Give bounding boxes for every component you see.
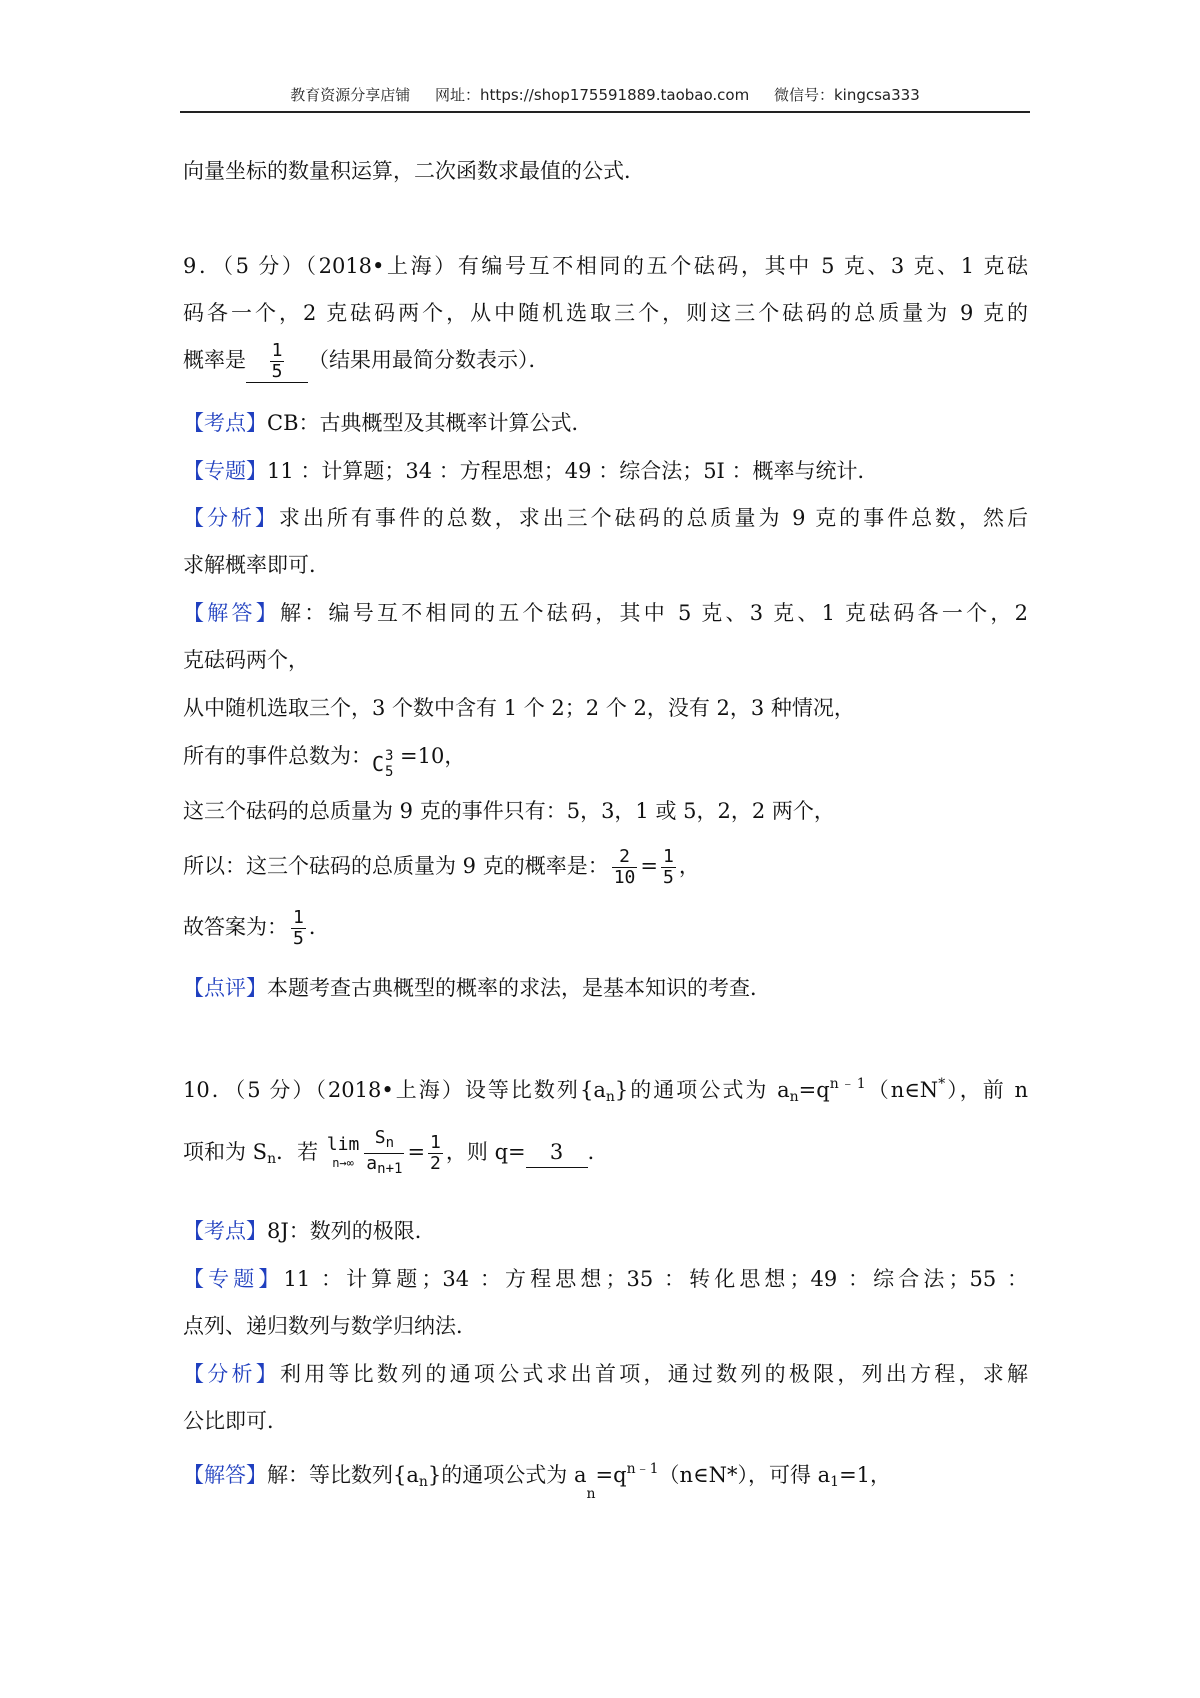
combination-symbol: C 3 5 xyxy=(372,747,394,780)
q10-stem-line-1: 10．（5 分）（2018•上海）设等比数列$\{a_n\}$的通项公式为 $a_n=q^{n﹣1}(n\in N^*)$，前 n xyxy=(183,1076,1029,1105)
fraction-1-5: $\frac{1}{5}$ xyxy=(663,846,674,888)
q9-fenxi-line-1: 【分析】求出所有事件的总数，求出三个砝码的总质量为 9 克的事件总数，然后 xyxy=(183,506,1028,530)
final-answer-fraction: $\frac{1}{5}$ xyxy=(293,907,304,949)
q10-fenxi-line-1: 【分析】利用等比数列的通项公式求出首项，通过数列的极限，列出方程，求解 xyxy=(183,1362,1029,1386)
q9-kaodian: 【考点】CB：古典概型及其概率计算公式． xyxy=(183,411,593,435)
q9-stem-line-2: 码各一个，2 克砝码两个，从中随机选取三个，则这三个砝码的总质量为 9 克的 xyxy=(183,301,1028,325)
shop-name: 教育资源分享店铺 xyxy=(290,86,411,104)
q9-zhuanti: 【专题】11 ：计算题；34 ：方程思想；49 ：综合法；5I ：概率与统计． xyxy=(183,459,879,483)
q9-jieda-line-5: 这三个砝码的总质量为 9 克的事件只有：5，3，1 或 5，2，2 两个， xyxy=(183,799,835,823)
q9-jieda-line-6: 所以：这三个砝码的总质量为 9 克的概率是： $\frac{2}{10}$ = $\frac{1}{5}$ ， xyxy=(183,846,700,888)
q10-stem-line-2: 项和为 $S_n$．若 lim n→∞ $\frac{S_n}{a_{n+1}}$ = $\frac{1}{2}$ ，则 q= 3 ． xyxy=(183,1127,609,1177)
q10-zhuanti-line-2: 点列、递归数列与数学归纳法． xyxy=(183,1314,477,1338)
q10-kaodian: 【考点】8J：数列的极限． xyxy=(183,1219,436,1243)
wechat-id: 微信号：kingcsa333 xyxy=(773,86,920,104)
q9-stem-line-3: 概率是 $\frac{1}{5}$ （结果用最简分数表示）． xyxy=(183,340,550,382)
q10-jieda-line-1: 【解答】解：等比数列$\{a_n\}$的通项公式为 $a_n=q^{n﹣1}(n\in N*)$，可得 $a_1=1$， xyxy=(183,1461,892,1502)
q9-jieda-line-3: 从中随机选取三个，3 个数中含有 1 个 2；2 个 2，没有 2，3 种情况， xyxy=(183,696,855,720)
q9-answer-fraction: $\frac{1}{5}$ xyxy=(271,340,283,382)
q9-jieda-line-7: 故答案为： $\frac{1}{5}$ ． xyxy=(183,907,330,949)
q9-stem-line-1: 9．（5 分）（2018•上海）有编号互不相同的五个砝码，其中 5 克、3 克、1 克砝 xyxy=(183,254,1028,278)
q9-dianping: 【点评】本题考查古典概型的概率的求法，是基本知识的考查． xyxy=(183,976,771,1000)
q9-jieda-line-2: 克砝码两个， xyxy=(183,648,309,672)
fraction-2-10: $\frac{2}{10}$ xyxy=(613,846,636,888)
shop-url: 网址：https://shop175591889.taobao.com xyxy=(435,86,750,104)
q9-answer-blank xyxy=(246,341,308,383)
q9-jieda-line-1: 【解答】解：编号互不相同的五个砝码，其中 5 克、3 克、1 克砝码各一个，2 xyxy=(183,601,1028,625)
q10-zhuanti-line-1: 【专题】11 ：计算题；34 ：方程思想；35 ：转化思想；49 ：综合法；55 ： xyxy=(183,1267,1029,1291)
q10-answer-blank: 3 xyxy=(526,1137,588,1168)
header-divider xyxy=(180,111,1030,113)
page-header xyxy=(180,84,1030,105)
q9-jieda-line-4: 所有的事件总数为： C 3 5 =10， xyxy=(183,744,466,780)
limit-fraction: $\frac{S_n}{a_{n+1}}$ xyxy=(366,1127,403,1177)
continued-text: 向量坐标的数量积运算，二次函数求最值的公式． xyxy=(183,159,645,183)
half-fraction: $\frac{1}{2}$ xyxy=(430,1132,441,1174)
q10-fenxi-line-2: 公比即可． xyxy=(183,1409,288,1433)
q9-fenxi-line-2: 求解概率即可． xyxy=(183,553,330,577)
limit-operator: lim n→∞ xyxy=(326,1133,360,1170)
